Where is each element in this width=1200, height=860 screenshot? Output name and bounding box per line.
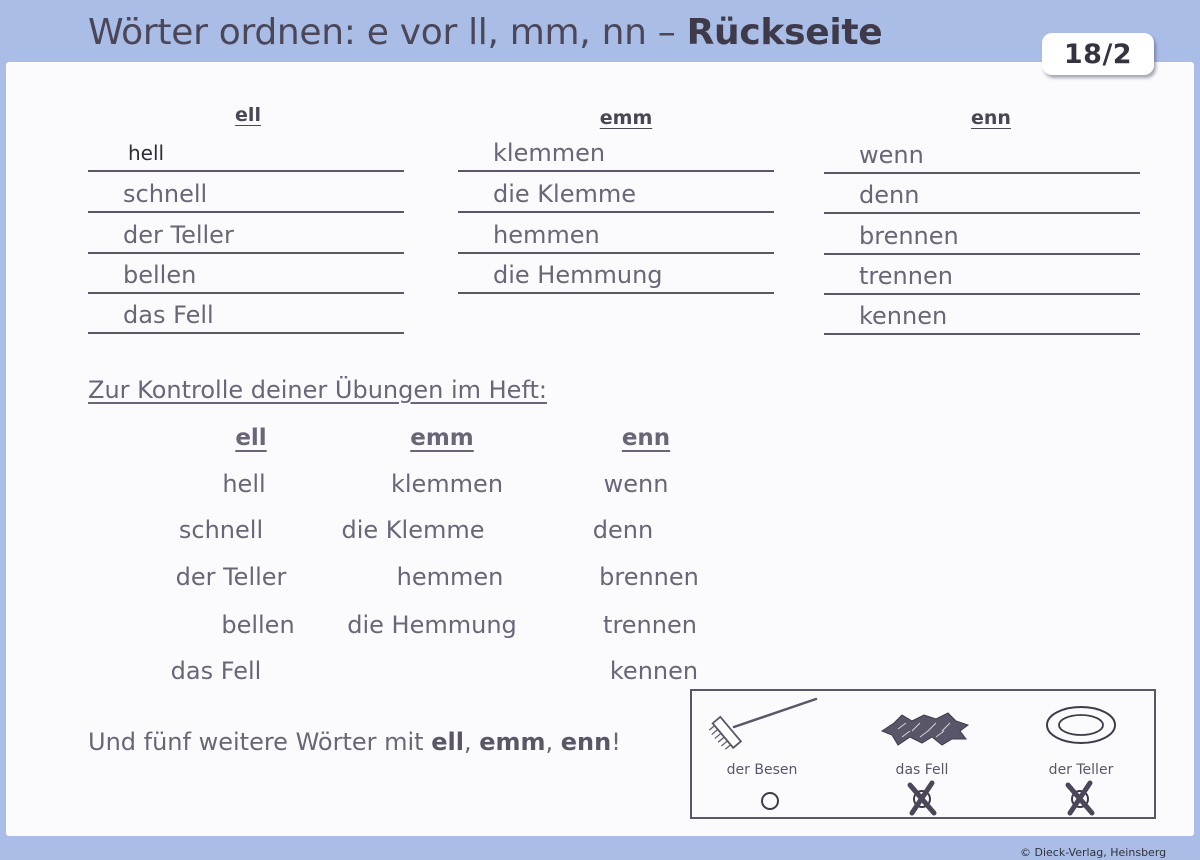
picture-label-fell: das Fell [895,762,949,778]
title-bold: Rückseite [686,12,883,53]
control-word: schnell [178,516,264,544]
control-word: hell [222,470,266,498]
picture-box [690,689,1156,819]
answer-line: das Fell [88,298,404,334]
column-heading-enn: enn [971,107,1011,129]
instruction-prefix: Und fünf weitere Wörter mit [88,728,432,756]
column-heading-emm: emm [599,107,653,129]
answer-line: hemmen [458,218,774,254]
plate-icon [1043,703,1119,747]
control-word: brennen [599,563,699,591]
page-title [88,12,882,53]
control-heading-emm: emm [410,425,474,451]
answer-line: wenn [824,138,1140,174]
circle-mark-icon [758,789,782,813]
instruction-emm: emm [479,728,546,756]
card-number-badge: 18/2 [1042,33,1154,75]
title-text: Wörter ordnen: e vor ll, mm, nn – [88,12,676,53]
answer-line: denn [824,178,1140,214]
crossed-circle-icon [902,779,942,819]
instruction-ell: ell [431,728,464,756]
control-word: die Hemmung [347,611,517,639]
control-word: bellen [221,611,295,639]
control-heading-ell: ell [235,425,267,451]
answer-line: hell [88,136,404,172]
instruction-text [88,728,621,756]
instruction-suffix: ! [611,728,621,756]
control-word: klemmen [390,470,504,498]
control-word: der Teller [175,563,287,591]
answer-line: schnell [88,177,404,213]
control-word: das Fell [170,657,262,685]
answer-line: die Klemme [458,177,774,213]
answer-line: die Hemmung [458,258,774,294]
answer-line: kennen [824,299,1140,335]
control-heading-enn: enn [621,425,671,451]
answer-line: brennen [824,219,1140,255]
control-word: die Klemme [341,516,485,544]
answer-line: trennen [824,259,1140,295]
fur-icon [878,709,972,749]
picture-label-besen: der Besen [726,762,798,778]
crossed-circle-icon [1060,779,1100,819]
control-word: trennen [603,611,697,639]
column-heading-ell: ell [235,104,261,126]
broom-icon [708,697,818,753]
control-word: wenn [603,470,669,498]
control-word: hemmen [396,563,504,591]
instruction-enn: enn [560,728,612,756]
copyright: © Dieck-Verlag, Heinsberg [1020,846,1167,859]
control-word: kennen [609,657,699,685]
control-word: denn [592,516,654,544]
instruction-sep: , [463,728,480,756]
control-heading: Zur Kontrolle deiner Übungen im Heft: [88,376,547,404]
answer-line: bellen [88,258,404,294]
instruction-sep: , [545,728,561,756]
answer-line: klemmen [458,136,774,172]
picture-label-teller: der Teller [1048,762,1114,778]
answer-line: der Teller [88,218,404,254]
